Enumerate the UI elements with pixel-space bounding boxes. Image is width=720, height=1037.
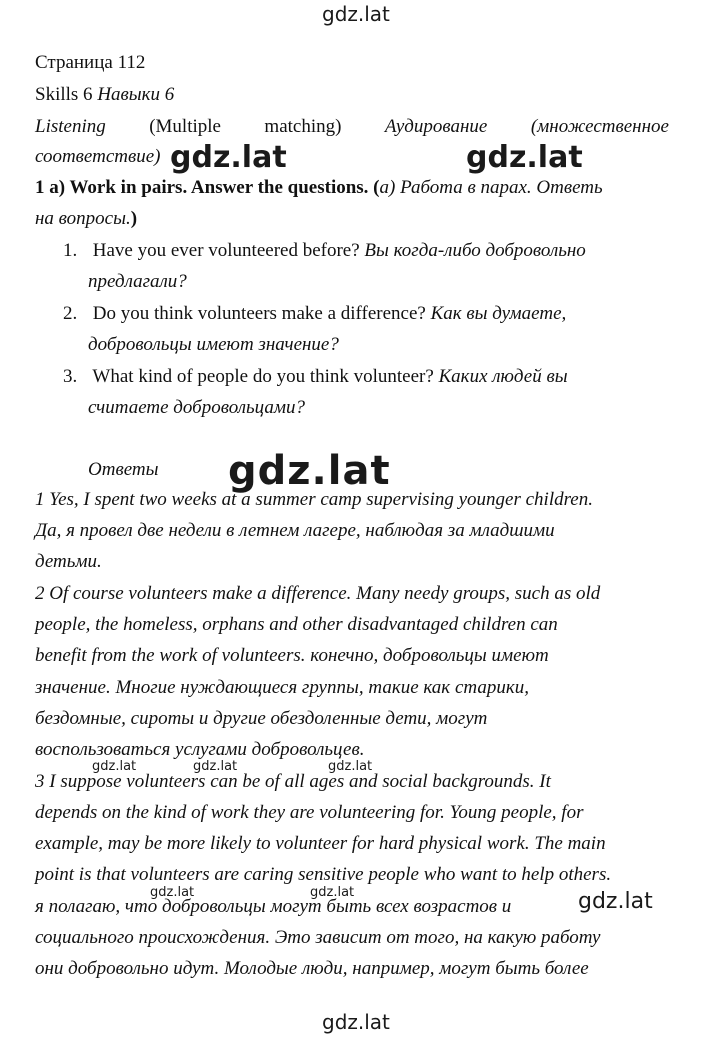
- listening-en-2: (Multiple: [149, 116, 221, 137]
- question-1-cont: предлагали?: [88, 271, 187, 292]
- answer-line: 1 Yes, I spent two weeks at a summer camp supervising younger children.: [35, 489, 593, 510]
- answer-line: depends on the kind of work they are volunteering for. Young people, for: [35, 802, 584, 823]
- answer-line: 2 Of course volunteers make a difference. Many needy groups, such as old: [35, 583, 601, 604]
- watermark-large-2: gdz.lat: [466, 140, 583, 175]
- skills-heading: [35, 84, 174, 106]
- answer-line: я полагаю, что добровольцы могут быть всех возрастов и: [35, 896, 512, 917]
- task-title-ru-2: на вопросы.: [35, 208, 131, 229]
- answer-line: воспользоваться услугами добровольцев.: [35, 739, 365, 760]
- watermark-huge: gdz.lat: [228, 448, 391, 494]
- question-number: 2.: [63, 303, 78, 324]
- answer-line: people, the homeless, orphans and other disadvantaged children can: [35, 614, 558, 635]
- question-2: [63, 303, 566, 325]
- watermark-large-1: gdz.lat: [170, 140, 287, 175]
- question-3: [63, 366, 568, 388]
- answer-line: социального происхождения. Это зависит от того, на какую работу: [35, 927, 601, 948]
- listening-en-1: Listening: [35, 116, 106, 137]
- watermark-small: gdz.lat: [328, 759, 373, 774]
- listening-heading: [35, 116, 669, 138]
- question-en: Have you ever volunteered before?: [92, 240, 360, 261]
- task-title-en: 1 a) Work in pairs. Answer the questions. (: [35, 177, 380, 198]
- answer-line: Да, я провел две недели в летнем лагере, наблюдая за младшими: [35, 520, 555, 541]
- skills-ru: Навыки 6: [97, 84, 175, 105]
- answer-line: benefit from the work of volunteers. конечно, добровольцы имеют: [35, 645, 549, 666]
- listening-ru-1: Аудирование: [384, 116, 488, 137]
- question-1: [63, 240, 586, 262]
- question-ru: Как вы думаете,: [430, 303, 567, 324]
- question-en: What kind of people do you think volunteer?: [92, 366, 434, 387]
- answer-line: значение. Многие нуждающиеся группы, такие как старики,: [35, 677, 529, 698]
- answer-line: point is that volunteers are caring sensitive people who want to help others.: [35, 864, 612, 885]
- task-title: [35, 177, 603, 199]
- watermark-small: gdz.lat: [193, 759, 238, 774]
- task-title-cont: [35, 208, 137, 230]
- watermark-small: gdz.lat: [150, 885, 195, 900]
- listening-en-3: matching): [264, 116, 342, 137]
- answer-line: они добровольно идут. Молодые люди, например, могут быть более: [35, 958, 589, 979]
- answer-line: example, may be more likely to volunteer for hard physical work. The main: [35, 833, 606, 854]
- task-title-ru: а) Работа в парах. Ответь: [379, 177, 603, 198]
- answers-heading: Ответы: [88, 459, 159, 480]
- answer-line: детьми.: [35, 551, 102, 572]
- question-en: Do you think volunteers make a difference?: [92, 303, 426, 324]
- listening-ru-2: (множественное: [530, 116, 669, 137]
- task-title-close: ): [130, 208, 138, 229]
- question-ru: Каких людей вы: [438, 366, 568, 387]
- skills-en: Skills 6: [35, 84, 93, 105]
- question-number: 3.: [63, 366, 78, 387]
- watermark-medium: gdz.lat: [578, 889, 653, 914]
- question-ru: Вы когда-либо добровольно: [364, 240, 586, 261]
- listening-ru-3: соответствие): [35, 146, 161, 167]
- watermark-bottom: gdz.lat: [322, 1010, 390, 1034]
- question-2-cont: добровольцы имеют значение?: [88, 334, 339, 355]
- question-3-cont: считаете добровольцами?: [88, 397, 306, 418]
- answer-line: 3 I suppose volunteers can be of all ages and social backgrounds. It: [35, 771, 551, 792]
- answer-line: бездомные, сироты и другие обездоленные дети, могут: [35, 708, 488, 729]
- watermark-small: gdz.lat: [310, 885, 355, 900]
- question-number: 1.: [63, 240, 78, 261]
- page-number: Страница 112: [35, 52, 146, 73]
- watermark-top: gdz.lat: [322, 2, 390, 26]
- watermark-small: gdz.lat: [92, 759, 137, 774]
